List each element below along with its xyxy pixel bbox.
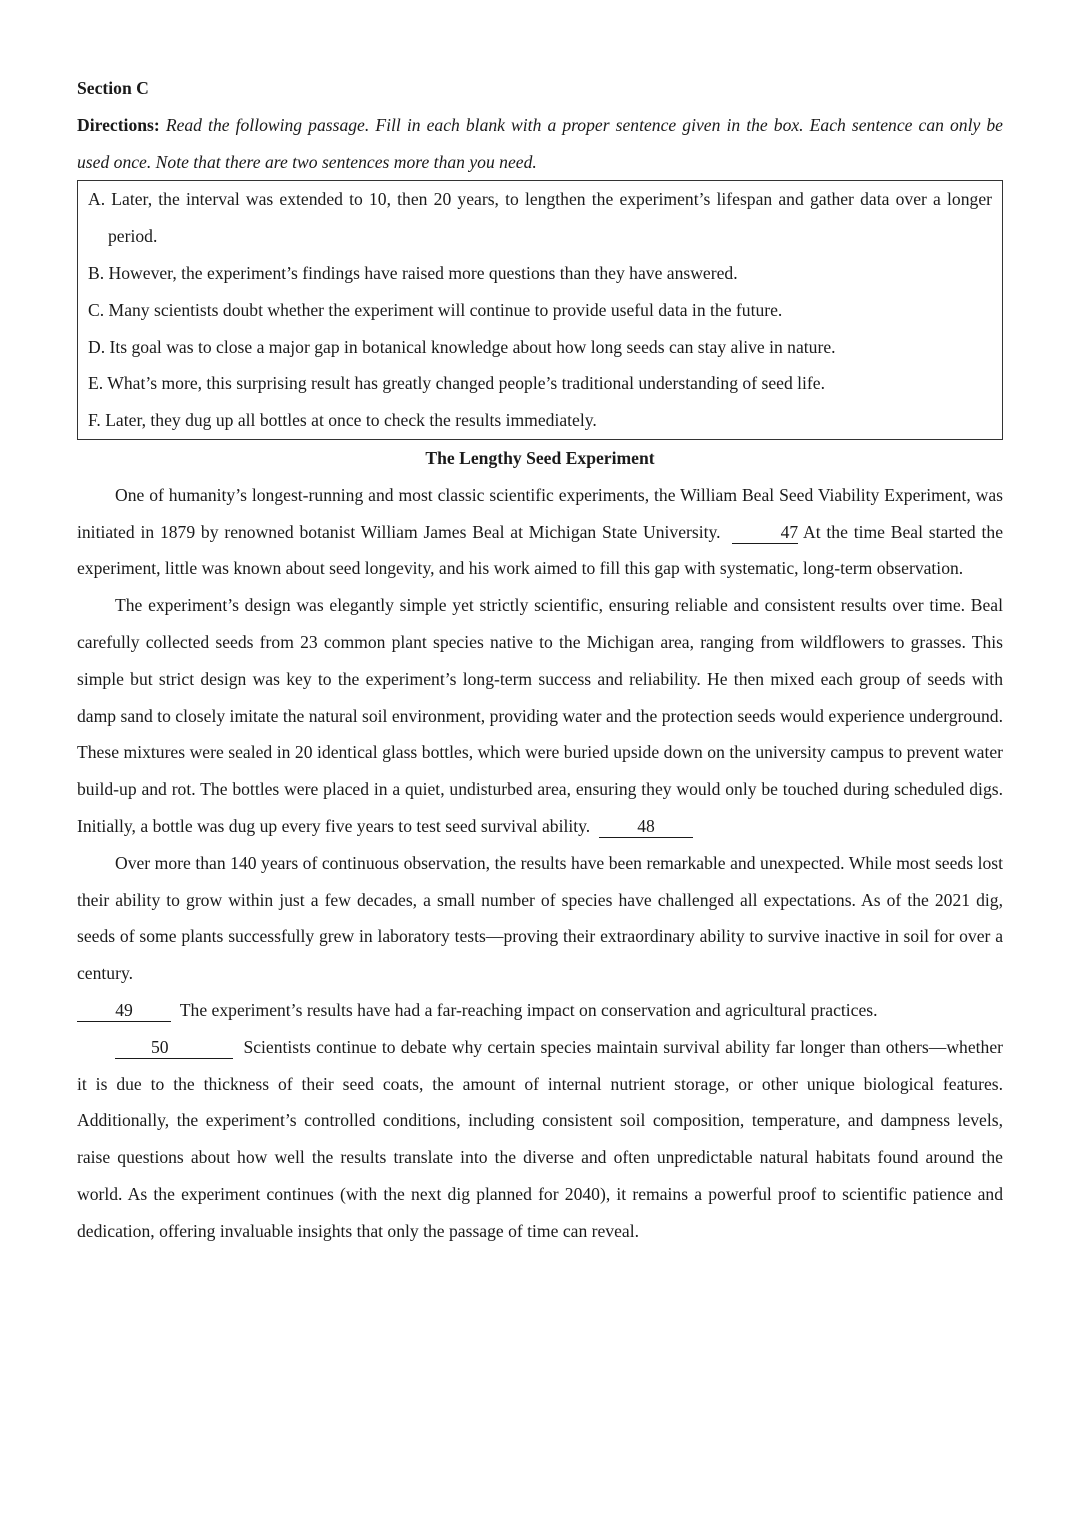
option-c xyxy=(88,292,992,329)
option-d xyxy=(88,329,992,366)
option-box xyxy=(77,180,1003,440)
blank-50[interactable]: 50 xyxy=(115,1036,233,1059)
paragraph-3 xyxy=(77,845,1003,992)
option-text: Many scientists doubt whether the experiment will continue to provide useful data in the future. xyxy=(108,299,783,320)
paragraph-text: At the time Beal started the experiment, little was known about seed longevity, and his work aimed to fill this gap with systematic, long-term observation. xyxy=(77,521,1004,579)
blank-49[interactable]: 49 xyxy=(77,999,171,1022)
option-letter: E. xyxy=(88,373,104,394)
paragraph-5 xyxy=(77,1029,1003,1250)
directions-text: Read the following passage. Fill in each blank with a proper sentence given in the box. Each sentence can only be used once. Note that there are two sentences more than you need. xyxy=(77,114,1003,172)
blank-47[interactable]: 47 xyxy=(732,521,798,544)
option-letter: A. xyxy=(88,189,106,210)
paragraph-text: The experiment’s results have had a far-reaching impact on conservation and agricultural practices. xyxy=(179,999,878,1020)
paragraph-4 xyxy=(77,992,1003,1029)
option-text: However, the experiment’s findings have raised more questions than they have answered. xyxy=(108,262,738,283)
option-a xyxy=(88,181,992,255)
blank-48[interactable]: 48 xyxy=(599,815,693,838)
option-text: Later, the interval was extended to 10, then 20 years, to lengthen the experiment’s lifespan and gather data over a longer period. xyxy=(108,189,992,247)
paragraph-text: One of humanity’s longest-running and most classic scientific experiments, the William Beal Seed Viability Experiment, was initiated in 1879 by renowned botanist William James Beal at Michigan State University. xyxy=(77,484,1003,542)
section-title: Section C xyxy=(77,78,149,98)
directions-label: Directions: xyxy=(77,114,160,135)
option-e xyxy=(88,365,992,402)
directions xyxy=(77,107,1003,181)
option-letter: C. xyxy=(88,299,105,320)
exam-page xyxy=(77,70,1003,1250)
option-b xyxy=(88,255,992,292)
option-text: What’s more, this surprising result has greatly changed people’s traditional understanding of seed life. xyxy=(107,373,825,394)
paragraph-2 xyxy=(77,587,1003,845)
paragraph-text: Scientists continue to debate why certain species maintain survival ability far longer than others—whether it is due to the thickness of their seed coats, the amount of internal nutrient storage, or other unique biological features. Additionally, the experiment’s controlled conditions, including consistent soil composition, temperature, and dampness levels, raise questions about how well the results translate into the diverse and often unpredictable natural habitats found around the world. As the experiment continues (with the next dig planned for 2040), it remains a powerful proof to scientific patience and dedication, offering invaluable insights that only the passage of time can reveal. xyxy=(77,1036,1004,1241)
option-text: Its goal was to close a major gap in botanical knowledge about how long seeds can stay alive in nature. xyxy=(109,336,836,357)
option-letter: B. xyxy=(88,262,105,283)
option-text: Later, they dug up all bottles at once to check the results immediately. xyxy=(105,410,597,431)
option-f xyxy=(88,402,992,439)
passage-title: The Lengthy Seed Experiment xyxy=(425,447,655,468)
paragraph-text: The experiment’s design was elegantly simple yet strictly scientific, ensuring reliable and consistent results over time. Beal carefully collected seeds from 23 common plant species native to the Michigan area, ranging from wildflowers to grasses. This simple but strict design was key to the experiment’s long-term success and reliability. He then mixed each group of seeds with damp sand to closely imitate the natural soil environment, providing water and the protection seeds would experience underground. These mixtures were sealed in 20 identical glass bottles, which were buried upside down on the university campus to prevent water build-up and rot. The bottles were placed in a quiet, undisturbed area, ensuring they would only be touched during scheduled digs. Initially, a bottle was dug up every five years to test seed survival ability. xyxy=(77,595,1003,836)
option-letter: D. xyxy=(88,336,106,357)
option-letter: F. xyxy=(88,410,101,431)
paragraph-1 xyxy=(77,477,1003,587)
paragraph-text: Over more than 140 years of continuous observation, the results have been remarkable and unexpected. While most seeds lost their ability to grow within just a few decades, a small number of species have challenged all expectations. As of the 2021 dig, seeds of some plants successfully grew in laboratory tests—proving their extraordinary ability to survive inactive in soil for over a century. xyxy=(77,852,1003,984)
